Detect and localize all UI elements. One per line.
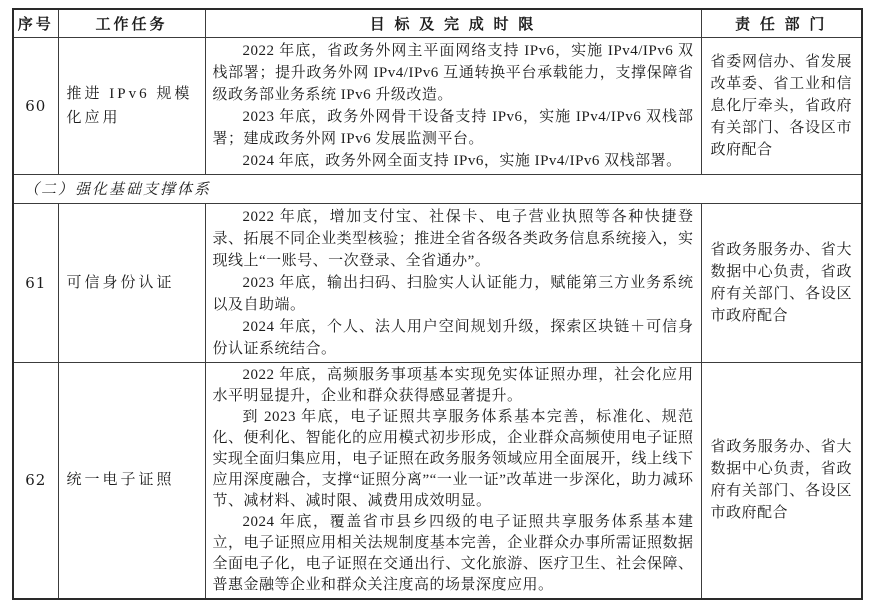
row-60-goals	[205, 37, 701, 174]
row-62-goals	[205, 362, 701, 599]
row-60-department: 省委网信办、省发展改革委、省工业和信息化厅牵头，省政府有关部门、各设区市政府配合	[701, 37, 862, 174]
header-dept: 责 任 部 门	[701, 9, 862, 37]
goal-paragraph: 2024 年底，覆盖省市县乡四级的电子证照共享服务体系基本建立，电子证照应用相关法规制度基本完善，企业群众办事所需证照数据全面电子化，电子证照在交通出行、文化旅游、医疗卫生、社会保障、普惠金融等企业和群众关注度高的场景深度应用。	[212, 513, 694, 593]
work-task-table	[12, 8, 863, 600]
goal-paragraph: 2023 年底，政务外网骨干设备支持 IPv6，实施 IPv4/IPv6 双栈部署；建成政务外网 IPv6 发展监测平台。	[212, 108, 694, 147]
goal-paragraph: 到 2023 年底，电子证照共享服务体系基本完善，标准化、规范化、便利化、智能化的应用模式初步形成，企业群众高频使用电子证照实现全面归集应用，电子证照在政务服务领域应用全面展开，线上线下应用深度融合，支撑“证照分离”“一业一证”改革进一步深化，助力减环节、减材料、减时限、减费用成效明显。	[212, 408, 694, 509]
header-seq: 序号	[13, 9, 58, 37]
row-60-task: 推进 IPv6 规模化应用	[58, 37, 205, 174]
table-row-61	[13, 203, 862, 362]
goal-paragraph: 2024 年底，政务外网全面支持 IPv6，实施 IPv4/IPv6 双栈部署。	[242, 152, 682, 169]
table-row-60	[13, 37, 862, 174]
row-61-department: 省政务服务办、省大数据中心负责，省政府有关部门、各设区市政府配合	[701, 203, 862, 362]
row-62-department: 省政务服务办、省大数据中心负责，省政府有关部门、各设区市政府配合	[701, 362, 862, 599]
goal-paragraph: 2024 年底，个人、法人用户空间规划升级，探索区块链＋可信身份认证系统结合。	[212, 318, 694, 357]
row-61-seq: 61	[13, 203, 58, 362]
table-header-row	[13, 9, 862, 37]
row-60-seq: 60	[13, 37, 58, 174]
row-62-task: 统一电子证照	[58, 362, 205, 599]
table-row-62	[13, 362, 862, 599]
header-goal: 目 标 及 完 成 时 限	[205, 9, 701, 37]
header-task: 工作任务	[58, 9, 205, 37]
row-62-seq: 62	[13, 362, 58, 599]
row-61-goals	[205, 203, 701, 362]
row-61-task: 可信身份认证	[58, 203, 205, 362]
section-divider-row	[13, 174, 862, 203]
section-divider-title: （二）强化基础支撑体系	[13, 174, 862, 203]
goal-paragraph: 2022 年底，增加支付宝、社保卡、电子营业执照等各种快捷登录、拓展不同企业类型核验；推进全省各级各类政务信息系统接入，实现线上“一账号、一次登录、全省通办”。	[212, 208, 694, 269]
goal-paragraph: 2023 年底，输出扫码、扫脸实人认证能力，赋能第三方业务系统以及自助端。	[212, 274, 694, 313]
goal-paragraph: 2022 年底，省政务外网主平面网络支持 IPv6，实施 IPv4/IPv6 双栈部署；提升政务外网 IPv4/IPv6 互通转换平台承载能力，支撑保障省级政务部业务系统 IPv6 升级改造。	[212, 42, 694, 103]
goal-paragraph: 2022 年底，高频服务事项基本实现免实体证照办理，社会化应用水平明显提升，企业和群众获得感显著提升。	[212, 366, 694, 404]
